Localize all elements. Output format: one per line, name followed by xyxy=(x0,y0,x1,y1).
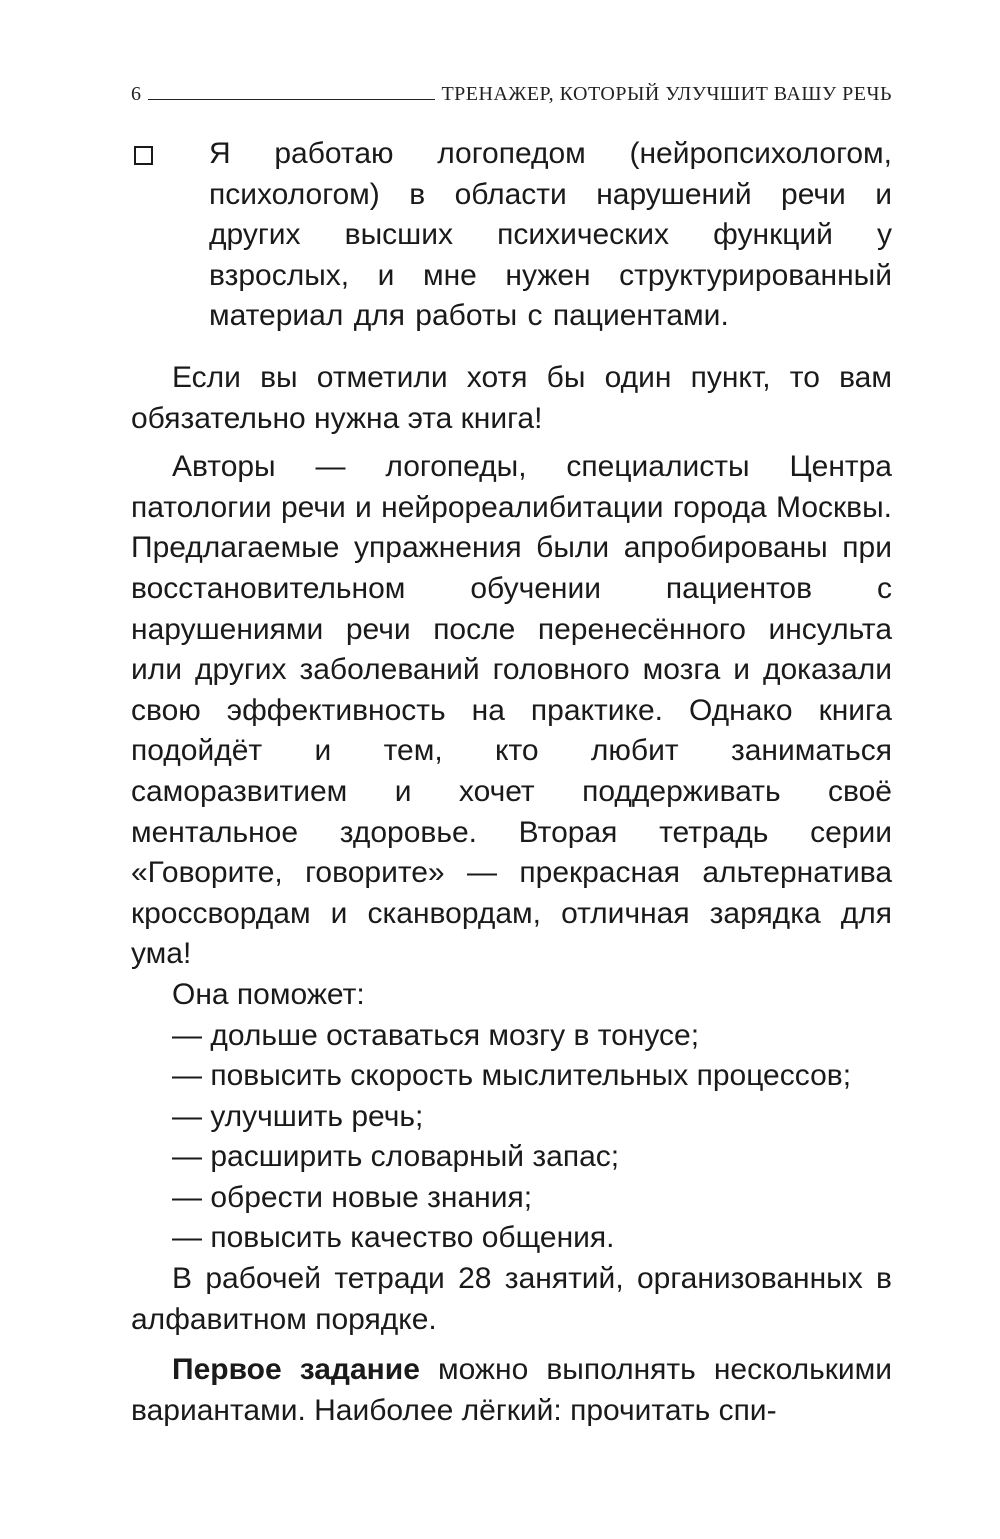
list-item: — повысить скорость мыслительных процессов; xyxy=(172,1059,852,1093)
page-number: 6 xyxy=(131,83,142,105)
list-item: — расширить словарный запас; xyxy=(172,1140,620,1174)
running-title: ТРЕНАЖЕР, КОТОРЫЙ УЛУЧШИТ ВАШУ РЕЧЬ xyxy=(441,83,892,105)
checklist-item-text: Я работаю логопедом (нейропсихологом, психологом) в области нарушений речи и других высших психических функций у взрослых, и мне нужен структурированный материал для работы с пациентами. xyxy=(209,137,892,333)
paragraph-lessons: В рабочей тетради 28 занятий, организованных в алфавитном порядке. xyxy=(131,1262,892,1336)
checkbox-icon xyxy=(134,146,153,165)
running-head xyxy=(131,76,892,106)
paragraph-authors: Авторы — логопеды, специалисты Центра патологии речи и нейрореалибитации города Москвы. Предлагаемые упражнения были апробированы при восстановительном обучении пациентов с нарушениями речи после перенесённого инсульта или других заболеваний головного мозга и доказали свою эффективность на практике. Однако книга подойдёт и тем, кто любит заниматься саморазвитием и хочет поддерживать своё ментальное здоровье. Вторая тетрадь серии «Говорите, говорите» — прекрасная альтернатива кроссвордам и сканвордам, отличная зарядка для ума! xyxy=(131,450,892,971)
paragraph-first-task xyxy=(131,1350,892,1431)
first-task-text: можно выполнять несколькими вариантами. Наиболее лёгкий: прочитать спи- xyxy=(131,1353,893,1427)
checklist-item xyxy=(131,134,892,337)
paragraph-intro: Если вы отметили хотя бы один пункт, то вам обязательно нужна эта книга! xyxy=(131,361,892,435)
list-item: — дольше оставаться мозгу в тонусе; xyxy=(172,1018,700,1052)
first-task-label: Первое задание xyxy=(172,1353,420,1387)
body-text xyxy=(131,358,892,1431)
list-item: — повысить качество общения. xyxy=(172,1221,615,1255)
list-item: — улучшить речь; xyxy=(172,1099,424,1133)
list-item: — обрести новые знания; xyxy=(172,1180,533,1214)
paragraph-list-lead: Она поможет: xyxy=(172,977,365,1011)
header-rule xyxy=(148,99,436,100)
